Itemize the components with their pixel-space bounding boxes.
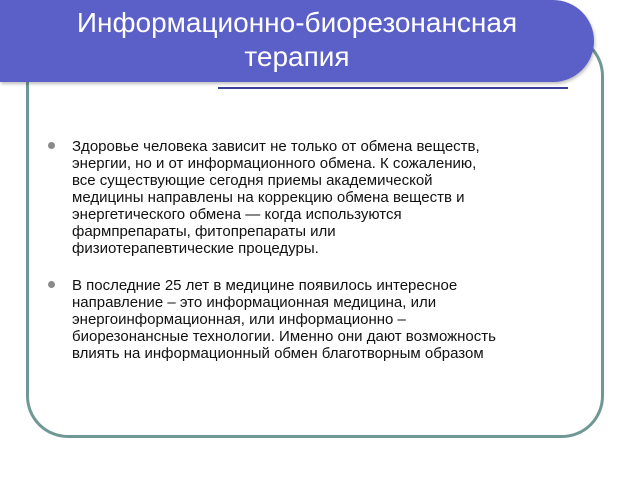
bullet-line: биорезонансные технологии. Именно они дают возможность: [72, 328, 496, 345]
bullet-line: медицины направлены на коррекцию обмена веществ и: [72, 189, 465, 206]
title-line-2: терапия: [244, 41, 350, 72]
slide-content: [48, 138, 593, 382]
bullet-line: все существующие сегодня приемы академической: [72, 172, 433, 189]
title-banner: [0, 0, 594, 82]
bullet-item-1: [48, 138, 593, 257]
bullet-line: В последние 25 лет в медицине появилось интересное: [72, 277, 458, 294]
bullet-line: энергии, но и от информационного обмена. К сожалению,: [72, 155, 477, 172]
bullet-dot-icon: [48, 142, 55, 149]
bullet-item-2: [48, 277, 593, 362]
bullet-line: влиять на информационный обмен благотворным образом: [72, 345, 484, 362]
bullet-line: физиотерапевтические процедуры.: [72, 240, 319, 257]
bullet-line: направление – это информационная медицина, или: [72, 294, 437, 311]
title-line-1: Информационно-биорезонансная: [76, 7, 518, 38]
title-underline: [218, 87, 568, 89]
bullet-line: энергетического обмена — когда используются: [72, 206, 402, 223]
slide-title: [0, 6, 594, 74]
bullet-line: фармпрепараты, фитопрепараты или: [72, 223, 336, 240]
bullet-dot-icon: [48, 281, 55, 288]
bullet-line: энергоинформационная, или информационно –: [72, 311, 406, 328]
bullet-line: Здоровье человека зависит не только от обмена веществ,: [72, 138, 480, 155]
